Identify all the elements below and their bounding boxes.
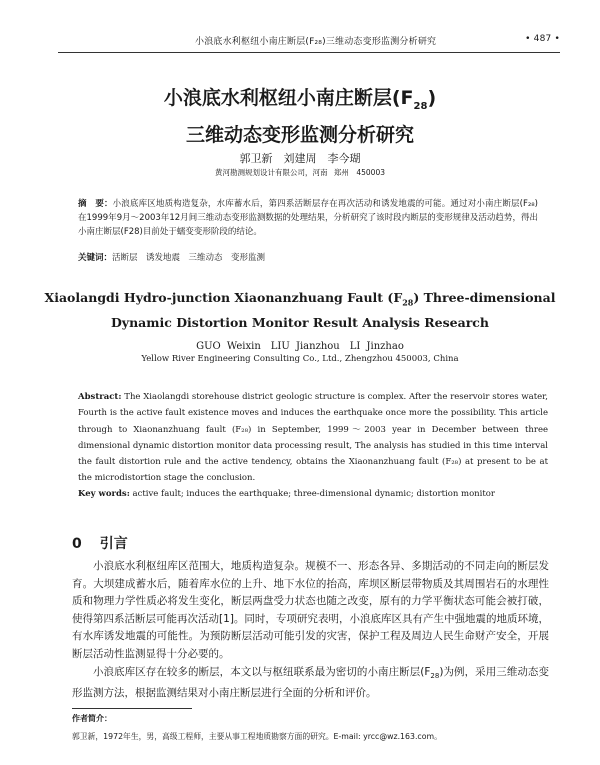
authors-english: GUO Weixin LIU Jianzhou LI Jinzhao [196, 341, 404, 352]
body-paragraph-1: 小浪底水利枢纽库区范围大，地质构造复杂。规模不一、形态各异、多期活动的不同走向的断层发育。大坝建成蓄水后，随着库水位的上升、地下水位的抬高，库坝区断层带物质及其周围岩石的水理性质和物理力学性质必将发生变化，断层两盘受力状态也随之改变，原有的力学平衡状态可能会被打破，使得第四系活断层可能再次活动[1]。同时，专项研究表明，小浪底库区具有产生中强地震的地质环境，有水库诱发地震的可能性。为预防断层活动可能引发的灾害，保护工程及周边人民生命财产安全，开展断层活动性监测显得十分必要的。 [72, 560, 549, 660]
body-text [72, 558, 549, 703]
running-head [195, 34, 560, 47]
running-head-title: 小浪底水利枢纽小南庄断层(F₂₈)三维动态变形监测分析研究 [195, 37, 437, 47]
section-title: 引言 [99, 536, 128, 552]
abstract-chinese [78, 197, 538, 239]
footnote-rule [72, 708, 192, 709]
affiliation-english: Yellow River Engineering Consulting Co., Ltd., Zhengzhou 450003, China [141, 354, 459, 364]
page-number: • 487 • [525, 34, 560, 44]
footnote-text: 郭卫新，1972年生，男，高级工程师，主要从事工程地质勘察方面的研究。E-mail: yrcc@wz.163.com。 [72, 732, 442, 741]
title-cn-line1: 小浪底水利枢纽小南庄断层$(F_{28})$ [163, 87, 437, 112]
section-number: 0 [72, 536, 82, 552]
keywords-english [78, 489, 548, 499]
title-english [0, 288, 600, 333]
abstract-en-text: The Xiaolangdi storehouse district geologic structure is complex. After the reservoir stores water, Fourth is the active fault existence moves and induces the earthquake once more the possibility. This article through to Xiaonanzhuang fault (F₂₈) in September, 1999～2003 year in December between three dimensional dynamic distortion monitor data processing result, The analysis has studied in this time interval the fault distortion rule and the active tendency, obtains the Xiaonanzhuang fault (F₂₈) at present to be at the microdistortion stage the conclusion. [78, 392, 548, 484]
keywords-en-text: active fault; induces the earthquake; three-dimensional dynamic; distortion monitor [132, 489, 495, 499]
authors-chinese: 郭卫新 刘建周 李今瑚 [239, 152, 361, 165]
keywords-cn-text: 活断层 诱发地震 三维动态 变形监测 [112, 253, 266, 263]
abstract-cn-text: 小浪底库区地质构造复杂，水库蓄水后，第四系活断层存在再次活动和诱发地震的可能。通过对小南庄断层(F₂₈)在1999年9月～2003年12月间三维动态变形监测数据的处理结果，分析研究了该时段内断层的变形规律及活动趋势，得出小南庄断层(F28)目前处于蠕变变形阶段的结论。 [78, 199, 538, 237]
keywords-en-label: Key words: [78, 489, 130, 499]
keywords-cn-label: 关键词： [78, 253, 113, 263]
body-paragraph-2: 小浪底库区存在较多的断层，本文以与枢纽联系最为密切的小南庄断层$(F_{28})$为例，采用三维动态变形监测方法，根据监测结果对小南庄断层进行全面的分析和评价。 [72, 665, 549, 700]
keywords-chinese [78, 251, 538, 263]
section-heading [72, 533, 128, 553]
abstract-english [78, 389, 548, 487]
affiliation-chinese: 黄河勘测规划设计有限公司，河南 郑州 450003 [214, 168, 385, 177]
title-chinese [0, 84, 600, 149]
title-cn-line2: 三维动态变形监测分析研究 [185, 123, 414, 146]
header-rule [58, 52, 560, 53]
abstract-cn-label: 摘 要： [78, 199, 113, 209]
footnote-label: 作者简介： [72, 714, 112, 723]
title-en-line1: Xiaolangdi Hydro-junction Xiaonanzhuang Fault $(F_{28})$ Three-dimensional [44, 290, 556, 308]
title-en-line2: Dynamic Distortion Monitor Result Analysis Research [110, 314, 490, 330]
abstract-en-label: Abstract: [78, 392, 122, 402]
